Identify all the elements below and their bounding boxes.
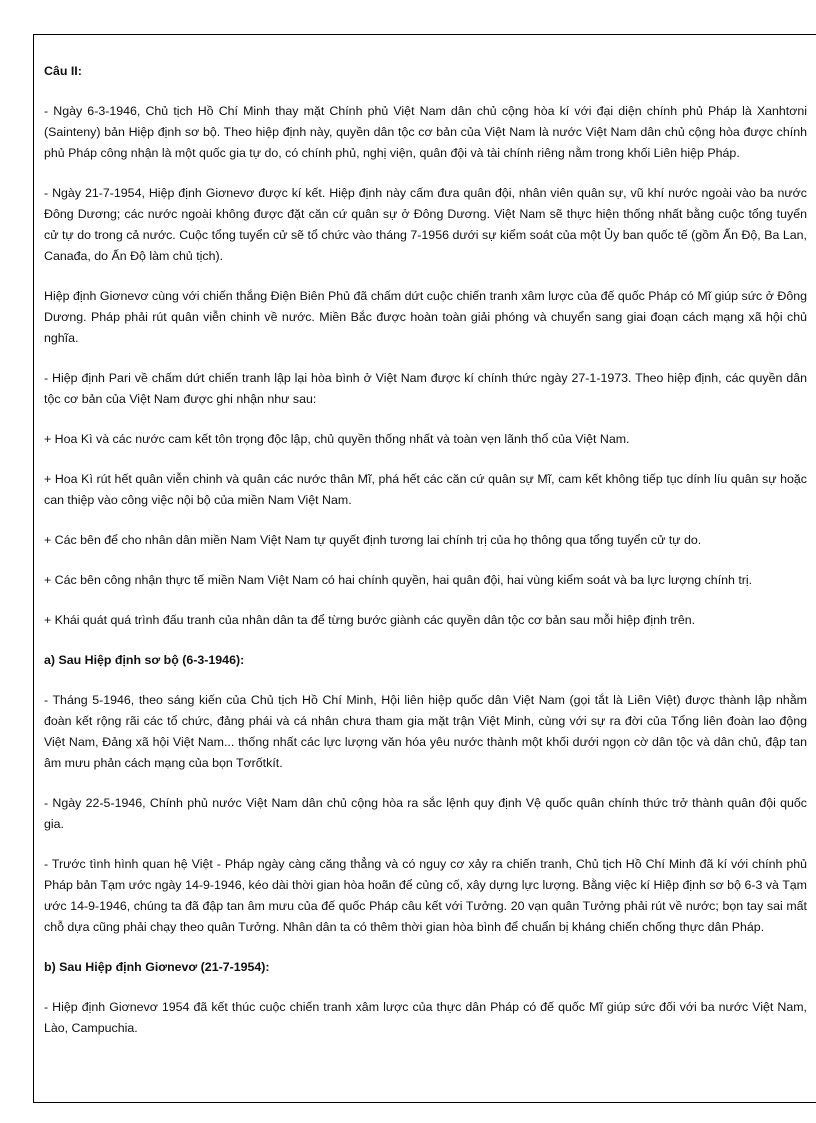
section-heading-a: a) Sau Hiệp định sơ bộ (6-3-1946):: [44, 653, 245, 667]
paragraph: - Trước tình hình quan hệ Việt - Pháp ngày càng căng thẳng và có nguy cơ xảy ra chiến tranh, Chủ tịch Hồ Chí Minh đã kí với chính phủ Pháp bản Tạm ước ngày 14-9-1946, kéo dài thời gian hòa hoãn để củng cố, xây dựng lực lượng. Bằng việc kí Hiệp định sơ bộ 6-3 và Tạm ước 14-9-1946, chúng ta đã đập tan âm mưu của đế quốc Pháp câu kết với Tưởng. 20 vạn quân Tưởng phải rút về nước; bọn tay sai mất chỗ dựa cũng phải chạy theo quân Tưởng. Nhân dân ta có thêm thời gian hòa bình để chuẩn bị kháng chiến chống thực dân Pháp.: [44, 857, 807, 934]
section-heading-cau-2: Câu II:: [44, 64, 82, 78]
document-body: [44, 61, 807, 1058]
paragraph: - Hiệp định Giơnevơ 1954 đã kết thúc cuộc chiến tranh xâm lược của thực dân Pháp có đế quốc Mĩ giúp sức đối với ba nước Việt Nam, Lào, Campuchia.: [44, 1000, 807, 1035]
section-heading-b: b) Sau Hiệp định Giơnevơ (21-7-1954):: [44, 960, 270, 974]
list-item: + Hoa Kì rút hết quân viễn chinh và quân các nước thân Mĩ, phá hết các căn cứ quân sự Mĩ, cam kết không tiếp tục dính líu quân sự hoặc can thiệp vào công việc nội bộ của miền Nam Việt Nam.: [44, 472, 807, 507]
paragraph: - Ngày 22-5-1946, Chính phủ nước Việt Nam dân chủ cộng hòa ra sắc lệnh quy định Vệ quốc quân chính thức trở thành quân đội quốc gia.: [44, 796, 807, 831]
paragraph: - Hiệp định Pari về chấm dứt chiến tranh lập lại hòa bình ở Việt Nam được kí chính thức ngày 27-1-1973. Theo hiệp định, các quyền dân tộc cơ bản của Việt Nam được ghi nhận như sau:: [44, 371, 807, 406]
list-item: + Khái quát quá trình đấu tranh của nhân dân ta để từng bước giành các quyền dân tộc cơ bản sau mỗi hiệp định trên.: [44, 613, 696, 627]
paragraph: - Ngày 6-3-1946, Chủ tịch Hồ Chí Minh thay mặt Chính phủ Việt Nam dân chủ cộng hòa kí với đại diện chính phủ Pháp là Xanhtơni (Sainteny) bản Hiệp định sơ bộ. Theo hiệp định này, quyền dân tộc cơ bản của Việt Nam là nước Việt Nam dân chủ cộng hòa được chính phủ Pháp công nhận là một quốc gia tự do, có chính phủ, nghị viện, quân đội và tài chính riêng nằm trong khối Liên hiệp Pháp.: [44, 104, 807, 160]
paragraph: - Ngày 21-7-1954, Hiệp định Giơnevơ được kí kết. Hiệp định này cấm đưa quân đội, nhân viên quân sự, vũ khí nước ngoài vào ba nước Đông Dương; các nước ngoài không được đặt căn cứ quân sự ở Đông Dương. Việt Nam sẽ thực hiện thống nhất bằng cuộc tổng tuyển cử tự do trong cả nước. Cuộc tổng tuyển cử sẽ tổ chức vào tháng 7-1956 dưới sự kiểm soát của một Ủy ban quốc tế (gồm Ấn Độ, Ba Lan, Canađa, do Ấn Độ làm chủ tịch).: [44, 186, 807, 263]
list-item: + Các bên để cho nhân dân miền Nam Việt Nam tự quyết định tương lai chính trị của họ thông qua tổng tuyển cử tự do.: [44, 533, 702, 547]
list-item: + Các bên công nhận thực tế miền Nam Việt Nam có hai chính quyền, hai quân đội, hai vùng kiểm soát và ba lực lượng chính trị.: [44, 573, 753, 587]
paragraph: - Tháng 5-1946, theo sáng kiến của Chủ tịch Hồ Chí Minh, Hội liên hiệp quốc dân Việt Nam (gọi tắt là Liên Việt) được thành lập nhằm đoàn kết rộng rãi các tổ chức, đảng phái và cá nhân chưa tham gia mặt trận Việt Minh, cùng với sự ra đời của Tổng liên đoàn lao động Việt Nam, Đảng xã hội Việt Nam... thống nhất các lực lượng văn hóa yêu nước thành một khối dưới ngọn cờ dân tộc và dân chủ, đập tan âm mưu phản cách mạng của bọn Tơrốtkít.: [44, 693, 807, 770]
paragraph: Hiệp định Giơnevơ cùng với chiến thắng Điện Biên Phủ đã chấm dứt cuộc chiến tranh xâm lược của đế quốc Pháp có Mĩ giúp sức ở Đông Dương. Pháp phải rút quân viễn chinh về nước. Miền Bắc được hoàn toàn giải phóng và chuyển sang giai đoạn cách mạng xã hội chủ nghĩa.: [44, 289, 807, 345]
page-border: [33, 34, 816, 1103]
list-item: + Hoa Kì và các nước cam kết tôn trọng độc lập, chủ quyền thống nhất và toàn vẹn lãnh thổ của Việt Nam.: [44, 432, 630, 446]
